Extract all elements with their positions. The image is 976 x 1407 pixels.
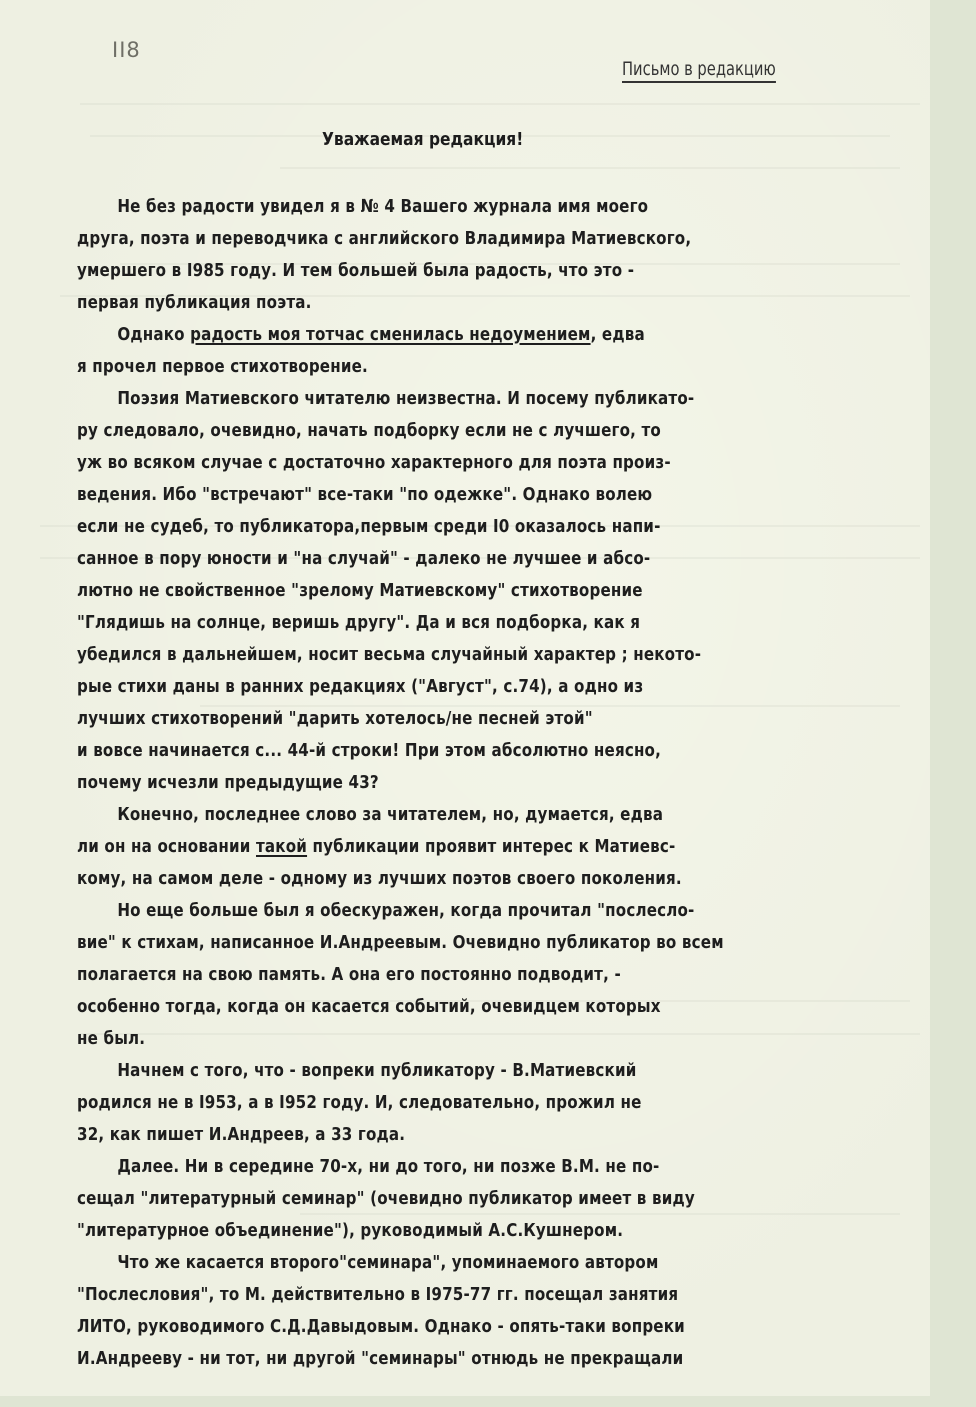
text-line: лютно не свойственное "зрелому Матиевскому" стихотворение bbox=[77, 580, 643, 601]
text-line: если не судеб, то публикатора,первым среди I0 оказалось напи- bbox=[77, 516, 661, 537]
text-line: "Послесловия", то М. действительно в I975-77 гг. посещал занятия bbox=[77, 1284, 679, 1305]
letter-greeting: Уважаемая редакция! bbox=[322, 129, 524, 150]
text-line: полагается на свою память. А она его постоянно подводит, - bbox=[77, 964, 621, 985]
letter-body bbox=[77, 191, 937, 1375]
text-line: родился не в I953, а в I952 году. И, следовательно, прожил не bbox=[77, 1092, 642, 1113]
text-line: друга, поэта и переводчика с английского Владимира Матиевского, bbox=[77, 228, 692, 249]
text-line: умершего в I985 году. И тем большей была радость, что это - bbox=[77, 260, 635, 281]
text-line: почему исчезли предыдущие 43? bbox=[77, 772, 379, 793]
text-line: Не без радости увидел я в № 4 Вашего журнала имя моего bbox=[117, 196, 649, 217]
text-line: Конечно, последнее слово за читателем, но, думается, едва bbox=[117, 804, 664, 825]
underlined-emphasis: радость моя тотчас сменилась недоумением bbox=[190, 324, 591, 345]
text-line: Поэзия Матиевского читателю неизвестна. И посему публикато- bbox=[117, 388, 695, 409]
text-line: первая публикация поэта. bbox=[77, 292, 312, 313]
page-number: II8 bbox=[112, 38, 141, 62]
text-line: ру следовало, очевидно, начать подборку если не с лучшего, то bbox=[77, 420, 661, 441]
text-line: 32, как пишет И.Андреев, а 33 года. bbox=[77, 1124, 406, 1145]
text-segment: публикации проявит интерес к Матиевс- bbox=[307, 836, 676, 857]
text-line: И.Андрееву - ни тот, ни другой "семинары" отнюдь не прекращали bbox=[77, 1348, 684, 1369]
text-line: кому, на самом деле - одному из лучших поэтов своего поколения. bbox=[77, 868, 682, 889]
text-line: ЛИТО, руководимого С.Д.Давыдовым. Однако - опять-таки вопреки bbox=[77, 1316, 685, 1337]
text-line: уж во всяком случае с достаточно характерного для поэта произ- bbox=[77, 452, 671, 473]
text-line: "литературное объединение"), руководимый А.С.Кушнером. bbox=[77, 1220, 624, 1241]
text-line: Далее. Ни в середине 70-х, ни до того, ни позже В.М. не по- bbox=[117, 1156, 660, 1177]
text-line: и вовсе начинается с... 44-й строки! При этом абсолютно неясно, bbox=[77, 740, 662, 761]
text-line: Начнем с того, что - вопреки публикатору - В.Матиевский bbox=[117, 1060, 637, 1081]
text-line: Но еще больше был я обескуражен, когда прочитал "послесло- bbox=[117, 900, 695, 921]
text-line: лучших стихотворений "дарить хотелось/не песней этой" bbox=[77, 708, 593, 729]
text-line: особенно тогда, когда он касается событий, очевидцем которых bbox=[77, 996, 661, 1017]
text-line: "Глядишь на солнце, веришь другу". Да и вся подборка, как я bbox=[77, 612, 641, 633]
text-line bbox=[77, 831, 799, 863]
text-line: вие" к стихам, написанное И.Андреевым. Очевидно публикатор во всем bbox=[77, 932, 724, 953]
text-line: сещал "литературный семинар" (очевидно публикатор имеет в виду bbox=[77, 1188, 695, 1209]
text-segment: ли он на основании bbox=[77, 836, 256, 857]
text-line: Что же касается второго"семинара", упоминаемого автором bbox=[117, 1252, 659, 1273]
text-line: не был. bbox=[77, 1028, 146, 1049]
text-line: санное в пору юности и "на случай" - далеко не лучшее и абсо- bbox=[77, 548, 651, 569]
text-segment: , едва bbox=[590, 324, 645, 345]
text-line: рые стихи даны в ранних редакциях ("Август", с.74), а одно из bbox=[77, 676, 644, 697]
text-line: убедился в дальнейшем, носит весьма случайный характер ; некото- bbox=[77, 644, 702, 665]
underlined-emphasis: такой bbox=[255, 836, 308, 857]
text-line: ведения. Ибо "встречают" все-таки "по одежке". Однако волею bbox=[77, 484, 653, 505]
text-segment: Однако bbox=[117, 324, 191, 345]
text-line: я прочел первое стихотворение. bbox=[77, 356, 368, 377]
section-title: Письмо в редакцию bbox=[622, 58, 776, 83]
text-line bbox=[77, 319, 799, 351]
